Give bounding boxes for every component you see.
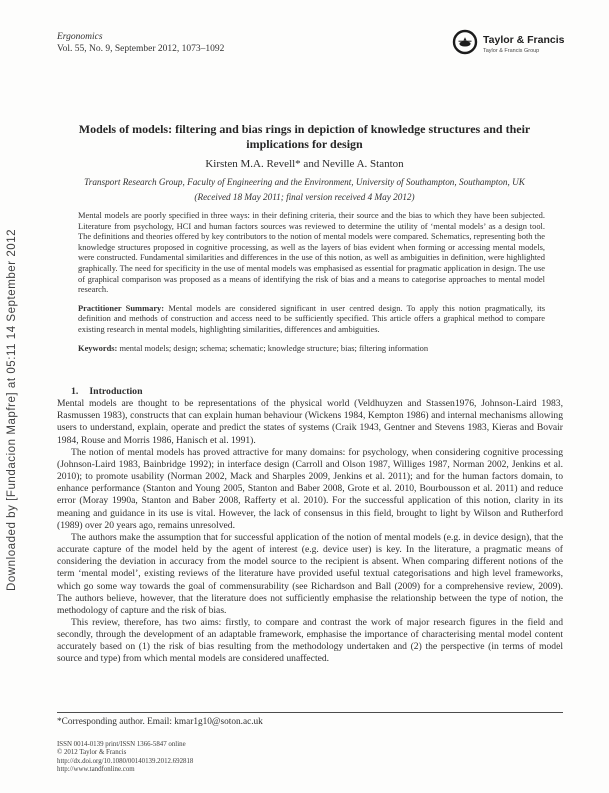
received-dates: (Received 18 May 2011; final version received 4 May 2012) [194,192,415,202]
intro-paragraph-4: This review, therefore, has two aims: firstly, to compare and contrast the work of major research figures in the field and secondly, through the development of an adaptable framework, emphasise the importance of characterising mental model content accurately based on (1) the risk of bias resulting from the methodology undertaken and (2) the perspective (in terms of model source and type) from which mental models are considered unaffected. [57,616,563,665]
section-number: 1. [71,386,79,397]
article-title: Models of models: filtering and bias rings in depiction of knowledge structures and their implications for design [78,122,531,151]
practitioner-summary-text: Mental models are considered significant in user centred design. To apply this notion pragmatically, its definition and methods of construction and access need to be sufficiently specified. This article offers a graphical method to compare existing research in mental models, highlighting similarities, differences and ambiguities. [78,302,545,334]
intro-paragraph-3: The authors make the assumption that for successful application of the notion of mental models (e.g. in device design), that the accurate capture of the model held by the agent of interest (e.g. device user) is key. In the literature, a pragmatic means of considering the deviation in accuracy from the model source to the recipient is absent. When comparing different notions of the term ‘mental model’, existing reviews of the literature have provided useful textual categorisations and high level frameworks, which go some way towards the goal of commensurability (see Richardson and Ball (2009) for a comprehensive review, 2009). The authors believe, however, that the literature does not sufficiently emphasise the relationship between the type of notion, the methodology of capture and the risk of bias. [57,531,563,616]
intro-paragraph-2: The notion of mental models has proved attractive for many domains: for psychology, when considering cognitive processing (Johnson-Laird 1983, Bainbridge 1992); in interface design (Carroll and Olson 1987, Williges 1987, Norman 2002, Jenkins et al. 2010); to promote usability (Norman 2002, Mack and Sharples 2009, Jenkins et al. 2011); and for the human factors domain, to enhance performance (Stanton and Young 2005, Stanton and Baber 2008, Grote et al. 2010, Bourbousson et al. 2011) and reduce error (Moray 1990a, Stanton and Baber 2008, Rafferty et al. 2010). For the successful application of this notion, clarity in its meaning and guidance in its use is vital. However, the lack of consensus in this field, brought to light by Wilson and Rutherford (1989) over 20 years ago, remains unresolved. [57,446,563,531]
taylor-francis-lamp-icon [452,29,478,60]
publisher-site-line: http://www.tandfonline.com [57,765,135,773]
keywords-line [78,343,545,354]
publisher-logo [452,29,565,60]
keywords-text: mental models; design; schema; schematic; knowledge structure; bias; filtering information [117,342,429,353]
imprint-block [57,741,193,774]
article-affiliation: Transport Research Group, Faculty of Engineering and the Environment, University of Southampton, Southampton, UK [84,177,525,187]
abstract-paragraph: Mental models are poorly specified in three ways: in their defining criteria, their source and the bias to which they have been subjected. Literature from psychology, HCI and human factors sources was reviewed to determine the utility of ‘mental models’ as a design tool. The definitions and theories offered by key contributors to the notion of mental models were compared. Schematics, representing both the knowledge structures proposed in cognitive processing, as well as the layers of bias evident when forming or accessing mental models, were constructed. Fundamental similarities and differences in the use of this notion, as well as ambiguities in definition, were highlighted graphically. The need for specificity in the use of mental models was emphasised as essential for pragmatic application in design. The use of graphical comparison was proposed as a means of identifying the risk of bias and a means to categorise approaches to mental model research. [78,210,545,295]
journal-issue-line: Vol. 55, No. 9, September 2012, 1073–1092 [57,44,225,54]
download-notice-strip: Downloaded by [Fundacion Mapfre] at 05:11 14 September 2012 [6,228,18,591]
section-introduction [57,386,563,666]
article-authors: Kirsten M.A. Revell* and Neville A. Stanton [205,158,404,170]
copyright-line: © 2012 Taylor & Francis [57,749,127,757]
section-heading-text: Introduction [89,386,143,397]
publisher-name: Taylor & Francis [483,34,565,47]
footnote-divider [57,712,563,713]
intro-paragraph-1: Mental models are thought to be representations of the physical world (Veldhuyzen and Stassen1976, Johnson-Laird 1983, Rasmussen 1983), constructs that can explain human behaviour (Wickens 1984, Kempton 1986) and internal mechanisms allowing users to understand, explain, operate and predict the states of systems (Craik 1943, Gentner and Stevens 1983, Kieras and Bovair 1984, Rouse and Morris 1986, Hanisch et al. 1991). [57,398,563,446]
keywords-label: Keywords: [78,342,118,353]
practitioner-summary-label: Practitioner Summary: [78,302,165,313]
doi-line: http://dx.doi.org/10.1080/00140139.2012.692818 [57,757,194,765]
practitioner-summary [78,303,545,335]
front-matter [78,210,545,353]
publisher-group: Taylor & Francis Group [483,47,540,54]
journal-title: Ergonomics [57,32,103,42]
section-heading [57,386,563,398]
issn-line: ISSN 0014-0139 print/ISSN 1366-5847 online [57,741,186,748]
publisher-logo-text [483,35,565,54]
corresponding-author-footnote: *Corresponding author. Email: kmar1g10@soton.ac.uk [57,717,263,727]
